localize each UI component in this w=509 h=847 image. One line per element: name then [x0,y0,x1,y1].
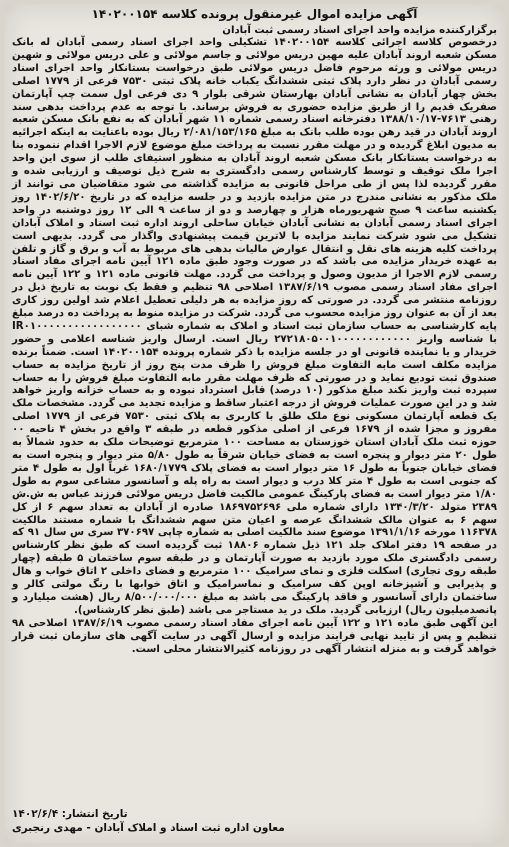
notice-body: درخصوص کلاسه اجرائی کلاسه ۱۴۰۲۰۰۱۵۴ تشکیلی واحد اجرای اسناد رسمی آبادان له بانک مسکن شعبه اروند آبادان علیه مهین دریس مولائی و جاسم مولائی و علی دریس مولائی و شهین دریس مولائی و ورثه مرحوم فاضل دریس مولائی طبق درخواست بستانکار واحد اجرای اسناد رسمی آبادان در نظر دارد پلاک ثبتی ششدانگ یکباب خانه پلاک ثبتی ۷۵۳۰ فرعی از ۱۷۷۹ اصلی بخش چهار آبادان به نشانی آبادان بهارستان شرقی بلوار ۹ دی فرعی اول سمت چپ آپارتمان صفریک قدیم را از طریق مزایده حضوری به فروش برساند. با توجه به عدم پرداخت بدهی سند رهنی ۷۶۱۳-۱۳۸۸/۱۰/۱۷ دفترخانه اسناد رسمی شماره ۱۱ شهر آبادان که به نفع بانک مسکن شعبه اروند آبادان در قید رهن بوده طلب بانک به مبلغ ۲/۰۸۱/۱۵۳/۱۶۵ ریال بوده باعنایت به اینکه اجرائیه به مدیون ابلاغ گردیده و در مهلت مقرر نسبت به پرداخت مبلغ موضوع لازم الاجرا اقدام ننموده بنا به درخواست بستانکار بانک مسکن شعبه اروند آبادان به منظور استیفای طلب از سوی این واحد اجرا ملک توقیف و توسط کارشناس رسمی دادگستری به شرح ذیل توصیف و ارزیابی شده و مقرر گردیده لذا پس از طی مراحل قانونی به مزایده گذاشته می شود متقاضیان می توانند از ملک مذکور به نشانی مندرج در متن مزایده بازدید و در جلسه مزایده که در تاریخ ۱۴۰۲/۶/۲۰ روز یکشنبه ساعت ۹ صبح شهریورماه هزار و چهارصد و دو از ساعت ۹ الی ۱۲ روز دوشنبه در واحد اجرای اسناد رسمی آبادان به نشانی آبادان خیابان ساحلی اروند اداره ثبت اسناد و املاک آبادان تشکیل می شود شرکت نمایند مزایده با لاترین قیمت پیشنهادی واگذار می گردد. بدیهی است پرداخت کلیه هزینه های نقل و انتقال عوارض مالیات بدهی های مربوط به آب و برق و گاز و تلفن به عهده خریدار مزایده می باشد که در صورت وجود طبق ماده ۱۲۱ آیین نامه اجرای مفاد اسناد رسمی لازم الاجرا از مدیون وصول و پرداخت می گردد. مهلت قانونی ماده ۱۲۱ و ۱۲۲ آیین نامه اجرای مفاد اسناد رسمی مصوب ۱۳۸۷/۶/۱۹ اصلاحی ۹۸ تنظیم و فقط یک نوبت به تاریخ ذیل در روزنامه منتشر می گردد. در صورتی که روز مزایده به هر دلیلی تعطیل اعلام شد اولین روز کاری بعد از آن به عنوان روز مزایده محسوب می گردد. شرکت در مزایده منوط به پرداخت ده درصد مبلغ پایه کارشناسی به حساب سازمان ثبت اسناد و املاک به شماره شبای IR۰۱۰۰۰۰۰۰۰۰۰۰۰۰۰۰۰۰۰ با شناسه واریز ۲۷۲۱۸۰۵۰۰۱۰۰۰۰۰۰۰۰۰۰۰۰ ریال است. ارسال واریز شناسه اعلامی و حضور خریدار و یا نماینده قانونی او در جلسه مزایده با ذکر شماره پرونده ۱۴۰۲۰۰۱۵۴ است. ضمناً برنده مزایده مکلف است مابه التفاوت مبلغ فروش را ظرف مدت پنج روز از تاریخ مزایده به حساب صندوق ثبت تودیع نماید و در صورتی که ظرف مهلت مقرر مابه التفاوت مبلغ فروش را به حساب سپرده ثبت واریز نکند مبلغ مذکور (۱۰ درصد) قابل استرداد نبوده و به حساب خزانه واریز خواهد شد و در این صورت عملیات فروش از درجه اعتبار ساقط و مزایده تجدید می گردد. مشخصات ملک یک قطعه آپارتمان مسکونی نوع ملک طلق با کاربری به پلاک ثبتی ۷۵۳۰ فرعی از ۱۷۷۹ اصلی مفروز و مجزا شده از ۱۶۷۹ فرعی از اصلی مذکور قطعه در طبقه ۳ واقع در بخش ۴ ناحیه ۰۰ حوزه ثبت ملک آبادان استان خوزستان به مساحت ۱۰۰ مترمربع توضیحات ملک به حدود شمالاً به طول ۲۰ متر دیوار و پنجره است به فضای خیابان شرقاً به طول ۵/۸۰ متر دیوار و پنجره است به فضای خیابان جنوباً به طول ۱۶ متر دیوار است به فضای پلاک ۱۶۸۰/۱۷۷۹ غرباً اول به طول ۴ متر که جنوبی است به طول ۴ متر کلا درب و دیوار است به راه پله و آسانسور مشاعی سوم به طول ۱/۸۰ متر دیوار است به فضای پارکینگ عمومی مالکیت فاضل دریس مولائی فرزند عباس به ش.ش ۲۳۸۹ متولد ۱۳۴۰/۳/۲۰ دارای شماره ملی ۱۸۶۹۷۵۲۶۹۶ صادره از آبادان به تعداد سهم ۶ از کل سهم ۶ به عنوان مالک ششدانگ عرصه و اعیان متن سهم ششدانگ با شماره مستند مالکیت ۱۱۶۳۷۸ مورخه ۱۳۹۱/۱/۱۶ موضوع سند مالکیت اصلی به شماره چاپی ۳۷۰۶۹۷ سری س سال ۹۱ که در صفحه ۱۹ دفتر املاک جلد ۱۲۱ ذیل شماره ۱۸۸۰۶ ثبت گردیده است که طبق نظر کارشناس رسمی دادگستری ملک مورد بازدید به صورت آپارتمان و در طبقه سوم ساختمان ۵ طبقه (چهار طبقه روی تجاری) اسکلت فلزی و نمای سرامیک ۱۰۰ مترمربع و فضای داخلی ۲ اتاق خواب و هال و پذیرایی و آشپزخانه اوپن کف سرامیک و نماسرامیک و اتاق خوابها با رنگ مولتی کالر و ساختمان دارای آسانسور و فاقد پارکینگ می باشد به مبلغ ۸/۵۰۰/۰۰۰/۰۰۰ ریال (هشت میلیارد و پانصدمیلیون ریال) ارزیابی گردید. ملک در ید مستاجر می باشد (طبق نظر کارشناس). [12,37,498,616]
notice-title: آگهی مزایده اموال غیرمنقول پرونده کلاسه ۱۴۰۲۰۰۱۵۴ [91,7,418,21]
newspaper-clipping [4,4,505,843]
notice-footer [12,807,497,835]
notice-closing-paragraph: این آگهی طبق ماده ۱۲۱ و ۱۲۲ آیین نامه اجرای مفاد اسناد رسمی مصوب ۱۳۸۷/۶/۱۹ اصلاحی ۹۸ تنظیم و پس از تایید نهایی فرایند مزایده و ارسال آگهی در سایت آگهی های سازمان ثبت قرار خواهد گرفت و به منزله انتشار آگهی در روزنامه کثیرالانتشار محلی است. [12,617,497,655]
notice-organizer: برگزارکننده مزایده واحد اجرای اسناد رسمی ثبت آبادان [222,25,497,36]
signature-line: معاون اداره ثبت اسناد و املاک آبادان - مهدی رنجبری [12,822,285,834]
publish-date: تاریخ انتشار: ۱۴۰۲/۶/۴ [12,808,128,820]
